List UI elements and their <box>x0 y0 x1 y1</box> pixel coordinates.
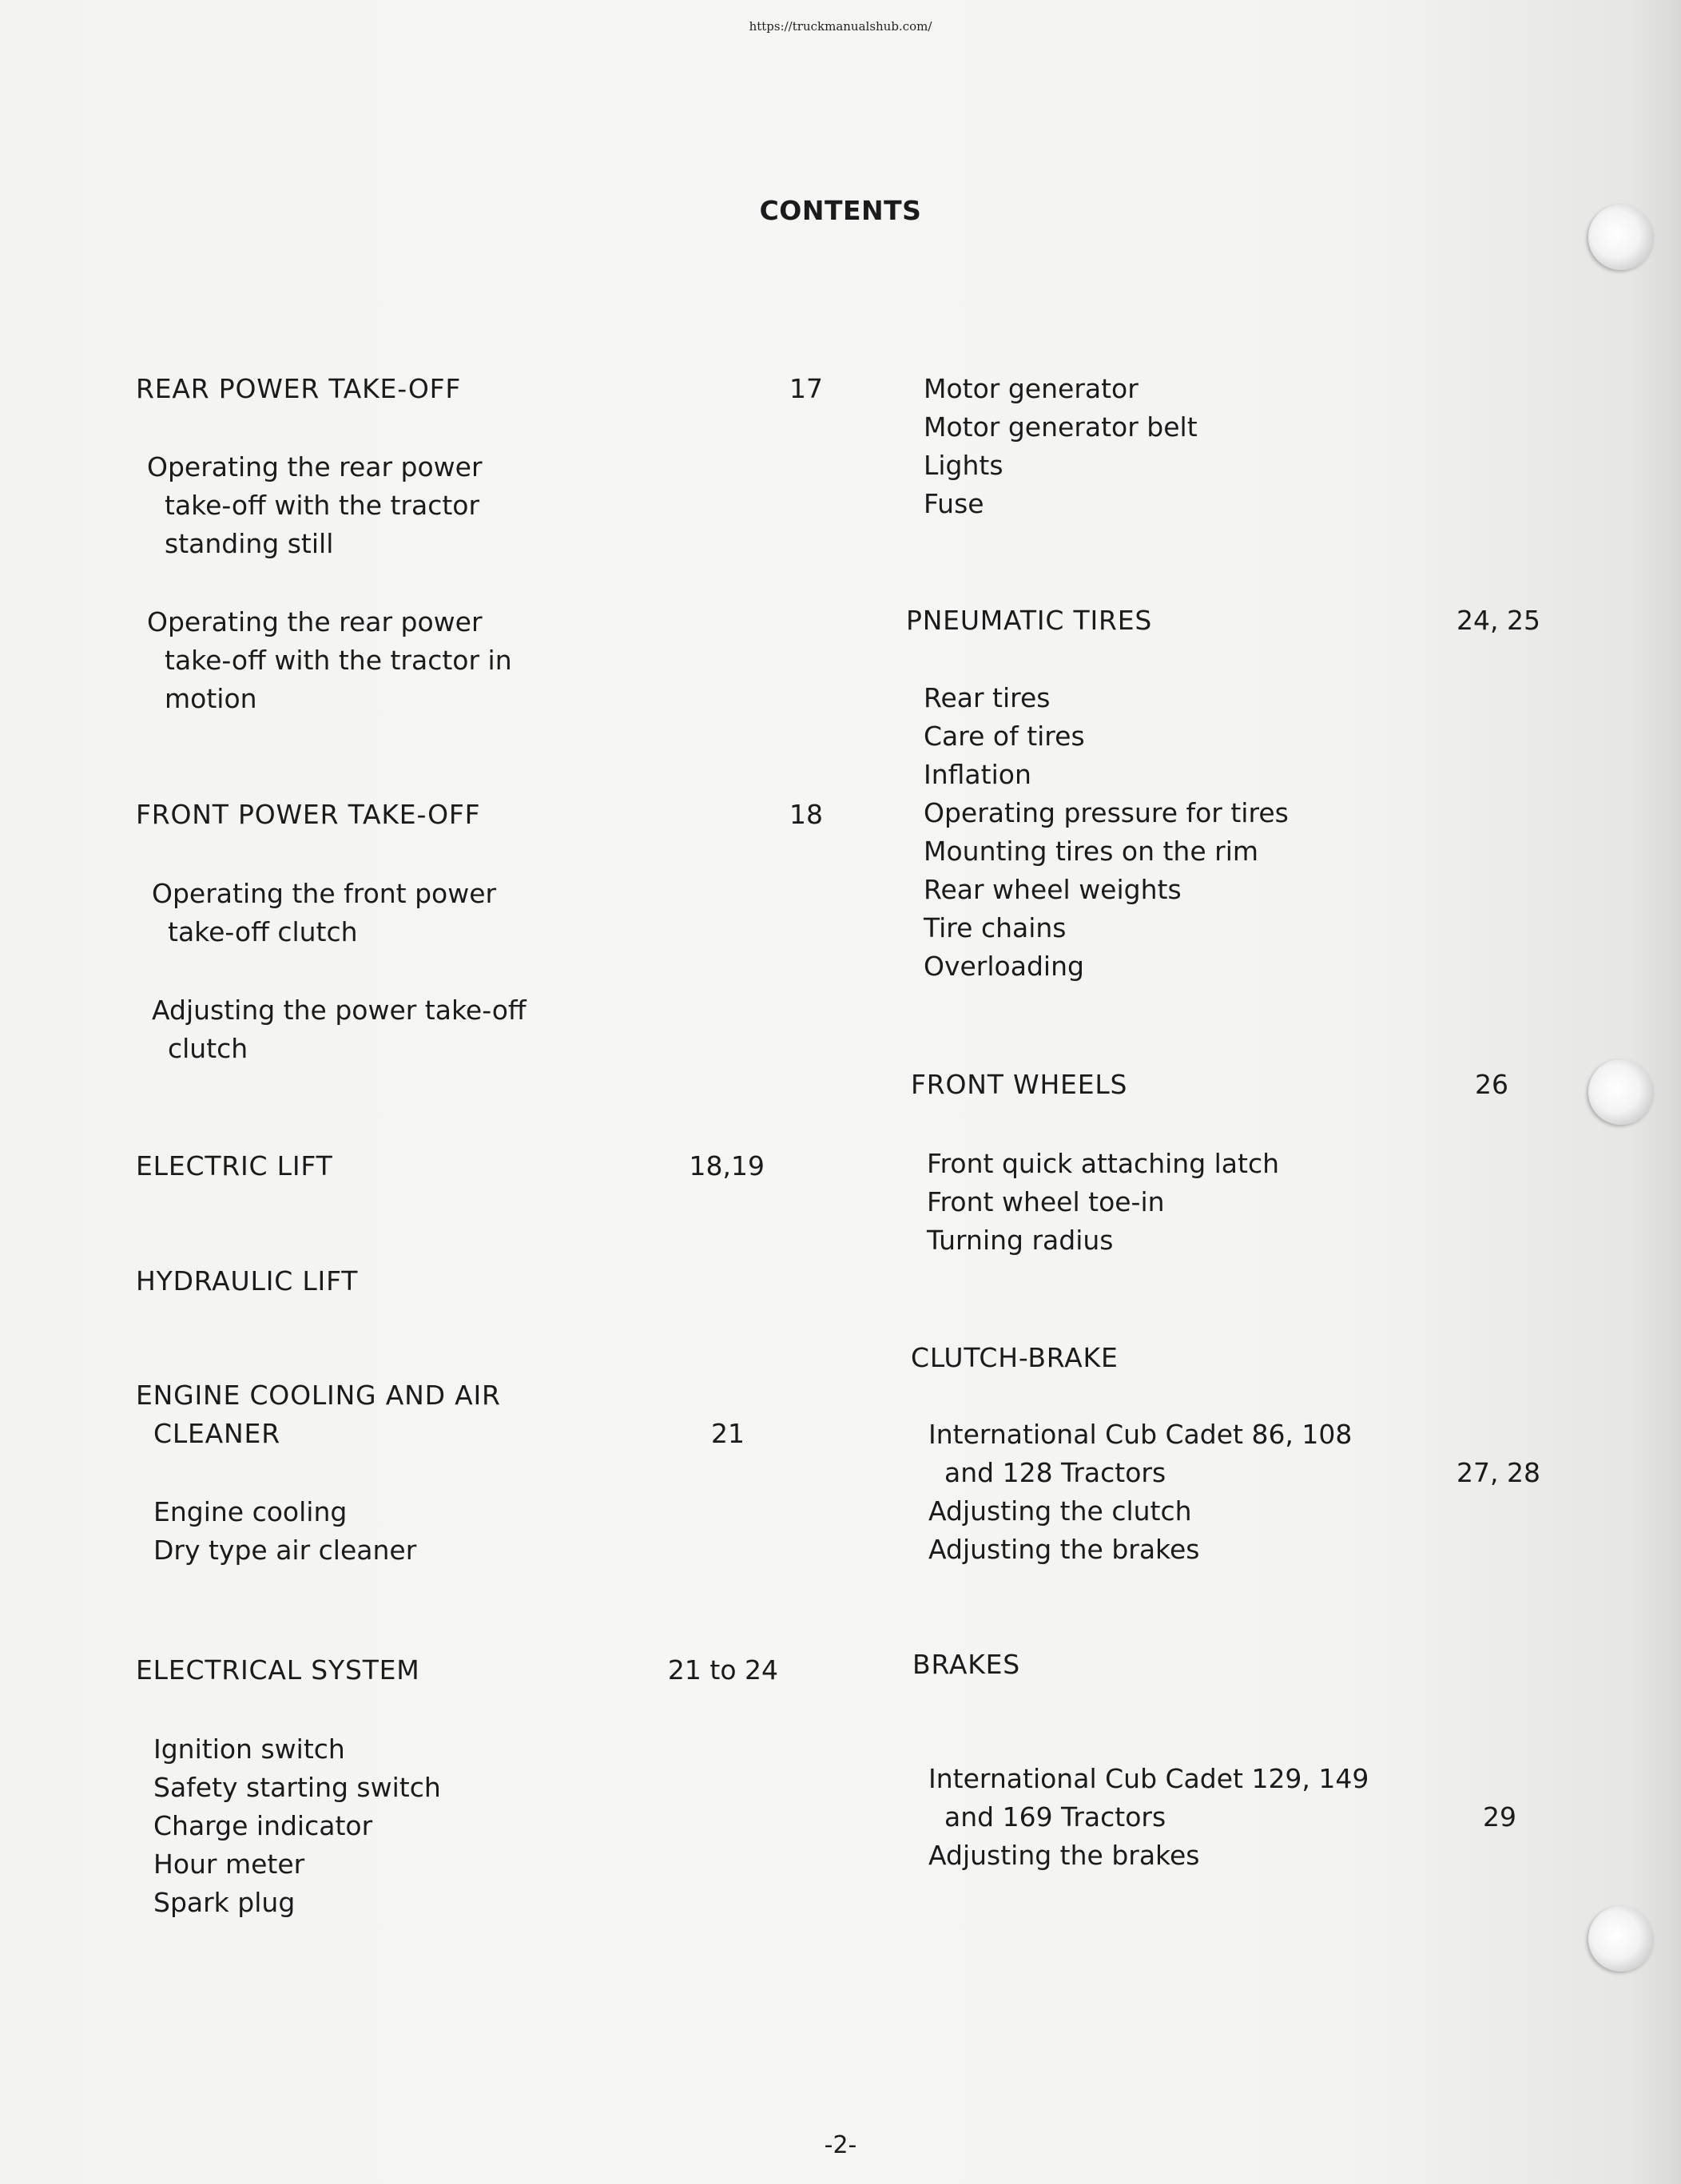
heading-electrical-system: ELECTRICAL SYSTEM <box>136 1654 420 1686</box>
toc-item: Charge indicator <box>153 1810 373 1841</box>
page-number: -2- <box>824 2131 857 2159</box>
punch-hole-icon <box>1588 1906 1654 1972</box>
toc-item: Engine cooling <box>153 1496 348 1527</box>
toc-item: International Cub Cadet 129, 149 <box>928 1763 1369 1794</box>
page-electrical-system: 21 to 24 <box>667 1654 778 1686</box>
heading-front-pto: FRONT POWER TAKE-OFF <box>136 799 481 830</box>
toc-item: Hour meter <box>153 1848 305 1880</box>
toc-item: Dry type air cleaner <box>153 1535 417 1566</box>
toc-item: Operating the rear power <box>147 606 483 637</box>
toc-item: Motor generator <box>924 373 1139 404</box>
toc-item: and 169 Tractors <box>944 1801 1166 1833</box>
page-front-pto: 18 <box>789 799 823 830</box>
toc-item: Operating the front power <box>152 878 497 909</box>
punch-hole-icon <box>1588 205 1654 270</box>
toc-item: Motor generator belt <box>924 411 1198 443</box>
source-url: https://truckmanualshub.com/ <box>749 19 932 34</box>
page-title: CONTENTS <box>759 195 922 226</box>
toc-item: take-off clutch <box>168 916 358 947</box>
page-engine-cooling: 21 <box>711 1418 745 1449</box>
toc-item: Operating pressure for tires <box>924 797 1289 828</box>
toc-item: standing still <box>165 528 334 559</box>
toc-item: Adjusting the power take-off <box>152 995 527 1026</box>
toc-item: take-off with the tractor in <box>165 645 512 676</box>
toc-item: Spark plug <box>153 1887 296 1918</box>
toc-item: Adjusting the brakes <box>928 1534 1200 1565</box>
toc-item: Ignition switch <box>153 1733 345 1765</box>
page-rear-pto: 17 <box>789 373 823 404</box>
page-brakes: 29 <box>1483 1801 1516 1833</box>
punch-hole-icon <box>1588 1059 1654 1125</box>
toc-item: motion <box>165 683 257 714</box>
page-clutch-brake: 27, 28 <box>1456 1457 1540 1488</box>
heading-hydraulic-lift: HYDRAULIC LIFT <box>136 1265 359 1297</box>
heading-front-wheels: FRONT WHEELS <box>911 1069 1128 1100</box>
toc-item: Lights <box>924 450 1003 481</box>
toc-item: Adjusting the brakes <box>928 1840 1200 1871</box>
toc-item: Front wheel toe-in <box>927 1186 1165 1217</box>
toc-item: Adjusting the clutch <box>928 1495 1192 1527</box>
toc-item: Safety starting switch <box>153 1772 441 1803</box>
page-pneumatic-tires: 24, 25 <box>1456 605 1540 636</box>
toc-item: Overloading <box>924 951 1084 982</box>
toc-item: Inflation <box>924 759 1031 790</box>
heading-electric-lift: ELECTRIC LIFT <box>136 1150 333 1181</box>
heading-pneumatic-tires: PNEUMATIC TIRES <box>906 605 1153 636</box>
page-front-wheels: 26 <box>1475 1069 1508 1100</box>
heading-clutch-brake: CLUTCH-BRAKE <box>911 1342 1119 1373</box>
toc-item: Care of tires <box>924 721 1085 752</box>
heading-engine-cooling-cont: CLEANER <box>153 1418 280 1449</box>
page-electric-lift: 18,19 <box>689 1150 765 1181</box>
toc-item: clutch <box>168 1033 248 1064</box>
toc-item: Fuse <box>924 488 984 519</box>
heading-brakes: BRAKES <box>912 1649 1021 1680</box>
heading-rear-pto: REAR POWER TAKE-OFF <box>136 373 462 404</box>
toc-item: and 128 Tractors <box>944 1457 1166 1488</box>
heading-engine-cooling: ENGINE COOLING AND AIR <box>136 1380 501 1411</box>
toc-item: Tire chains <box>924 912 1067 943</box>
toc-item: International Cub Cadet 86, 108 <box>928 1419 1353 1450</box>
toc-item: Operating the rear power <box>147 451 483 482</box>
toc-item: Front quick attaching latch <box>927 1148 1280 1179</box>
toc-item: Turning radius <box>927 1225 1114 1256</box>
toc-item: Rear tires <box>924 682 1051 713</box>
toc-item: Rear wheel weights <box>924 874 1182 905</box>
toc-item: take-off with the tractor <box>165 490 480 521</box>
toc-item: Mounting tires on the rim <box>924 836 1259 867</box>
